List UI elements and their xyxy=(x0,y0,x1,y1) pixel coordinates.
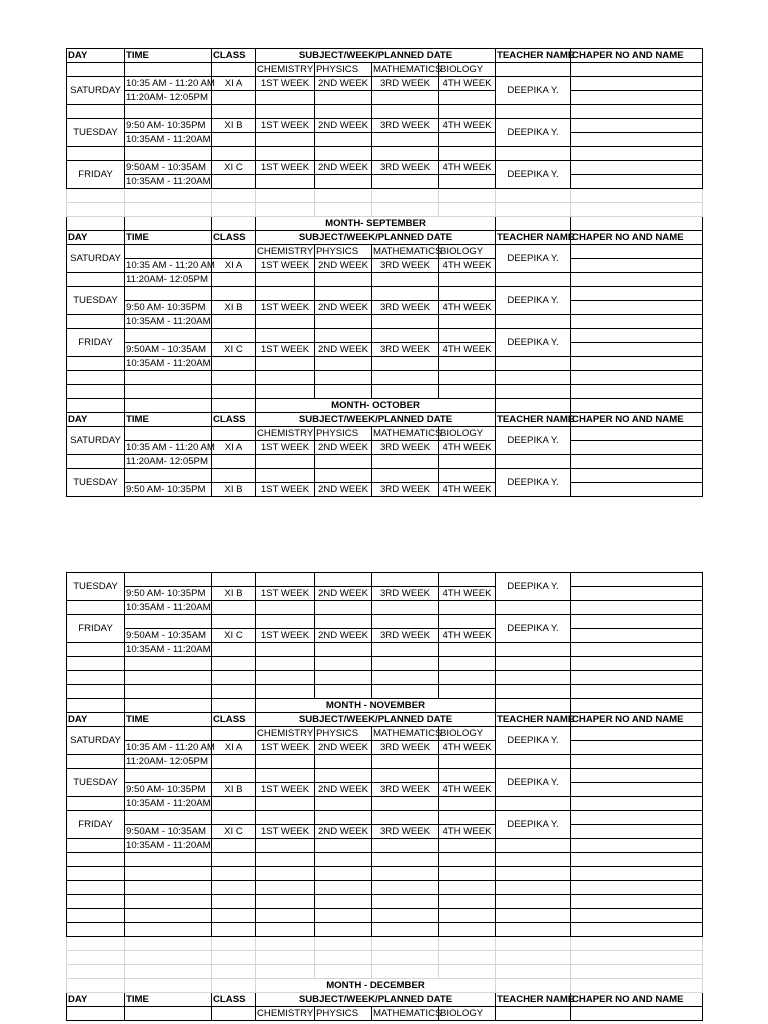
time-cell: 10:35AM - 11:20AM xyxy=(126,175,211,187)
chapter-header: CHAPER NO AND NAME xyxy=(571,49,703,63)
table-row xyxy=(67,441,703,455)
subject-physics: PHYSICS xyxy=(315,427,372,441)
week-cell: 3RD WEEK xyxy=(372,441,439,455)
time-cell: 9:50 AM- 10:35PM xyxy=(125,301,212,315)
time-cell: 10:35 AM - 11:20 AM xyxy=(126,259,215,271)
week-cell: 4TH WEEK xyxy=(439,483,496,497)
teacher-cell: DEEPIKA Y. xyxy=(496,573,571,601)
class-cell: XI A xyxy=(212,741,256,755)
week-cell: 1ST WEEK xyxy=(256,741,315,755)
class-cell: XI A xyxy=(212,77,256,91)
subject-week-header: SUBJECT/WEEK/PLANNED DATE xyxy=(256,413,496,427)
time-cell: 9:50AM - 10:35AM xyxy=(125,343,212,357)
subject-week-header: SUBJECT/WEEK/PLANNED DATE xyxy=(256,713,496,727)
week-cell: 2ND WEEK xyxy=(315,741,372,755)
class-cell: XI A xyxy=(212,259,256,273)
table-row xyxy=(67,825,703,839)
time-cell: 10:35AM - 11:20AM xyxy=(126,797,211,809)
week-cell: 2ND WEEK xyxy=(315,119,372,133)
header-row xyxy=(67,231,703,245)
month-title-october: MONTH- OCTOBER xyxy=(256,399,496,413)
class-header: CLASS xyxy=(212,713,256,727)
week-cell: 4TH WEEK xyxy=(439,441,496,455)
table-row xyxy=(67,357,703,371)
class-cell: XI C xyxy=(212,343,256,357)
teacher-cell: DEEPIKA Y. xyxy=(496,161,571,189)
table-row xyxy=(67,245,703,259)
week-cell: 1ST WEEK xyxy=(256,119,315,133)
subject-physics: PHYSICS xyxy=(315,1007,372,1021)
week-cell: 2ND WEEK xyxy=(315,259,372,273)
day-header: DAY xyxy=(67,49,125,63)
month-row xyxy=(67,217,703,231)
table-row xyxy=(67,315,703,329)
subject-chemistry: CHEMISTRY xyxy=(257,727,314,739)
week-cell: 3RD WEEK xyxy=(372,783,439,797)
week-cell: 1ST WEEK xyxy=(256,441,315,455)
week-cell: 4TH WEEK xyxy=(439,741,496,755)
week-cell: 1ST WEEK xyxy=(256,259,315,273)
teacher-cell: DEEPIKA Y. xyxy=(496,119,571,147)
table-row xyxy=(67,119,703,133)
week-cell: 1ST WEEK xyxy=(256,77,315,91)
week-cell: 4TH WEEK xyxy=(439,783,496,797)
week-cell: 3RD WEEK xyxy=(372,343,439,357)
teacher-header: TEACHER NAME xyxy=(497,713,575,725)
header-row xyxy=(67,49,703,63)
table-row xyxy=(67,259,703,273)
week-cell: 3RD WEEK xyxy=(372,259,439,273)
table-row xyxy=(67,769,703,783)
day-saturday: SATURDAY xyxy=(67,245,125,273)
time-cell: 9:50AM - 10:35AM xyxy=(125,629,212,643)
table-row xyxy=(67,755,703,769)
week-cell: 1ST WEEK xyxy=(256,783,315,797)
table-row xyxy=(67,91,703,105)
week-cell: 4TH WEEK xyxy=(439,77,496,91)
week-cell: 2ND WEEK xyxy=(315,77,372,91)
week-cell: 1ST WEEK xyxy=(256,587,315,601)
subject-chemistry: CHEMISTRY xyxy=(257,1007,314,1019)
subject-mathematics: MATHEMATICS xyxy=(373,63,442,75)
month-title-december: MONTH - DECEMBER xyxy=(256,979,496,993)
time-cell: 11:20AM- 12:05PM xyxy=(125,455,212,469)
day-header: DAY xyxy=(67,993,125,1007)
teacher-cell: DEEPIKA Y. xyxy=(496,469,571,497)
time-cell: 11:20AM- 12:05PM xyxy=(125,91,212,105)
week-cell: 3RD WEEK xyxy=(372,301,439,315)
table-row xyxy=(67,483,703,497)
subject-mathematics: MATHEMATICS xyxy=(373,1007,442,1019)
time-cell: 10:35AM - 11:20AM xyxy=(126,601,211,613)
day-header: DAY xyxy=(67,413,125,427)
day-saturday: SATURDAY xyxy=(67,77,125,105)
timetable-grid-1 xyxy=(66,48,703,497)
table-row xyxy=(67,273,703,287)
subject-chemistry: CHEMISTRY xyxy=(257,427,314,439)
week-cell: 4TH WEEK xyxy=(439,259,496,273)
class-cell: XI B xyxy=(212,587,256,601)
subject-biology: BIOLOGY xyxy=(439,63,496,77)
week-cell: 2ND WEEK xyxy=(315,825,372,839)
month-row xyxy=(67,399,703,413)
header-row xyxy=(67,713,703,727)
class-header: CLASS xyxy=(212,49,256,63)
week-cell: 1ST WEEK xyxy=(256,301,315,315)
table-row xyxy=(67,329,703,343)
teacher-cell: DEEPIKA Y. xyxy=(496,427,571,455)
time-header: TIME xyxy=(125,231,212,245)
table-row xyxy=(67,741,703,755)
time-cell: 9:50AM - 10:35AM xyxy=(125,161,212,175)
month-row xyxy=(67,979,703,993)
subject-chemistry: CHEMISTRY xyxy=(257,63,314,75)
sheet-page-1 xyxy=(0,0,768,495)
time-cell: 9:50 AM- 10:35PM xyxy=(125,587,212,601)
time-header: TIME xyxy=(125,49,212,63)
day-friday: FRIDAY xyxy=(67,161,125,189)
time-cell: 9:50 AM- 10:35PM xyxy=(125,483,212,497)
table-row xyxy=(67,797,703,811)
day-tuesday: TUESDAY xyxy=(67,287,125,315)
teacher-header: TEACHER NAME xyxy=(497,413,575,425)
subject-week-header: SUBJECT/WEEK/PLANNED DATE xyxy=(256,49,496,63)
time-cell: 10:35AM - 11:20AM xyxy=(126,839,211,851)
class-cell: XI C xyxy=(212,161,256,175)
table-row xyxy=(67,727,703,741)
class-cell: XI B xyxy=(212,483,256,497)
week-cell: 3RD WEEK xyxy=(372,483,439,497)
time-cell: 10:35AM - 11:20AM xyxy=(126,133,211,145)
subject-biology: BIOLOGY xyxy=(439,245,496,259)
week-cell: 4TH WEEK xyxy=(439,119,496,133)
day-friday: FRIDAY xyxy=(67,811,125,839)
week-cell: 1ST WEEK xyxy=(256,343,315,357)
teacher-header: TEACHER NAME xyxy=(497,231,575,243)
week-cell: 4TH WEEK xyxy=(439,161,496,175)
subject-mathematics: MATHEMATICS xyxy=(373,245,442,257)
time-cell: 10:35AM - 11:20AM xyxy=(126,643,211,655)
subject-mathematics: MATHEMATICS xyxy=(373,727,442,739)
time-cell: 11:20AM- 12:05PM xyxy=(125,273,212,287)
day-friday: FRIDAY xyxy=(67,329,125,357)
subject-mathematics: MATHEMATICS xyxy=(373,427,442,439)
week-cell: 4TH WEEK xyxy=(439,629,496,643)
week-cell: 4TH WEEK xyxy=(439,301,496,315)
table-row xyxy=(67,301,703,315)
subject-chemistry: CHEMISTRY xyxy=(257,245,314,257)
teacher-cell: DEEPIKA Y. xyxy=(496,245,571,273)
week-cell: 2ND WEEK xyxy=(315,629,372,643)
week-cell: 2ND WEEK xyxy=(315,343,372,357)
table-row xyxy=(67,287,703,301)
class-cell: XI C xyxy=(212,629,256,643)
week-cell: 3RD WEEK xyxy=(372,119,439,133)
table-row xyxy=(67,573,703,587)
day-header: DAY xyxy=(67,713,125,727)
class-cell: XI B xyxy=(212,301,256,315)
week-cell: 3RD WEEK xyxy=(372,629,439,643)
week-cell: 1ST WEEK xyxy=(256,629,315,643)
week-cell: 2ND WEEK xyxy=(315,587,372,601)
subject-biology: BIOLOGY xyxy=(439,727,496,741)
subject-physics: PHYSICS xyxy=(315,245,372,259)
subject-biology: BIOLOGY xyxy=(439,427,496,441)
subject-week-header: SUBJECT/WEEK/PLANNED DATE xyxy=(256,993,496,1007)
subject-physics: PHYSICS xyxy=(315,63,372,77)
time-cell: 11:20AM- 12:05PM xyxy=(125,755,212,769)
table-row xyxy=(67,811,703,825)
timetable-sheet-1 xyxy=(66,48,703,497)
day-saturday: SATURDAY xyxy=(67,727,125,755)
time-cell: 9:50 AM- 10:35PM xyxy=(125,783,212,797)
week-cell: 3RD WEEK xyxy=(372,825,439,839)
time-header: TIME xyxy=(125,713,212,727)
week-cell: 2ND WEEK xyxy=(315,161,372,175)
subject-week-header: SUBJECT/WEEK/PLANNED DATE xyxy=(256,231,496,245)
chapter-header: CHAPER NO AND NAME xyxy=(571,993,703,1007)
table-row xyxy=(67,161,703,175)
header-row xyxy=(67,993,703,1007)
day-header: DAY xyxy=(67,231,125,245)
day-tuesday: TUESDAY xyxy=(67,119,125,147)
subjects-row xyxy=(67,1007,703,1021)
class-header: CLASS xyxy=(212,413,256,427)
timetable-grid-2 xyxy=(66,572,703,1021)
teacher-cell: DEEPIKA Y. xyxy=(496,329,571,357)
week-cell: 3RD WEEK xyxy=(372,77,439,91)
subject-biology: BIOLOGY xyxy=(439,1007,496,1021)
week-cell: 2ND WEEK xyxy=(315,483,372,497)
subject-physics: PHYSICS xyxy=(315,727,372,741)
table-row xyxy=(67,839,703,853)
table-row xyxy=(67,455,703,469)
class-cell: XI B xyxy=(212,119,256,133)
teacher-cell: DEEPIKA Y. xyxy=(496,769,571,797)
time-cell: 9:50AM - 10:35AM xyxy=(125,825,212,839)
week-cell: 1ST WEEK xyxy=(256,825,315,839)
class-cell: XI C xyxy=(212,825,256,839)
teacher-cell: DEEPIKA Y. xyxy=(496,811,571,839)
time-header: TIME xyxy=(125,993,212,1007)
time-cell: 10:35AM - 11:20AM xyxy=(126,357,211,369)
table-row xyxy=(67,643,703,657)
day-friday: FRIDAY xyxy=(67,615,125,643)
day-saturday: SATURDAY xyxy=(67,427,125,455)
teacher-cell: DEEPIKA Y. xyxy=(496,615,571,643)
week-cell: 1ST WEEK xyxy=(256,161,315,175)
time-cell: 10:35 AM - 11:20 AM xyxy=(126,441,215,453)
day-tuesday: TUESDAY xyxy=(67,573,125,601)
header-row xyxy=(67,413,703,427)
teacher-header: TEACHER NAME xyxy=(497,993,575,1005)
sheet-page-2 xyxy=(0,580,768,1024)
timetable-sheet-2 xyxy=(66,572,703,1021)
week-cell: 4TH WEEK xyxy=(439,825,496,839)
day-tuesday: TUESDAY xyxy=(67,769,125,797)
week-cell: 3RD WEEK xyxy=(372,741,439,755)
teacher-cell: DEEPIKA Y. xyxy=(496,727,571,755)
class-cell: XI A xyxy=(212,441,256,455)
month-row xyxy=(67,699,703,713)
table-row xyxy=(67,587,703,601)
table-row xyxy=(67,601,703,615)
table-row xyxy=(67,469,703,483)
day-tuesday: TUESDAY xyxy=(67,469,125,497)
class-cell: XI B xyxy=(212,783,256,797)
week-cell: 3RD WEEK xyxy=(372,161,439,175)
month-title-september: MONTH- SEPTEMBER xyxy=(256,217,496,231)
teacher-cell: DEEPIKA Y. xyxy=(496,77,571,105)
table-row xyxy=(67,175,703,189)
month-title-november: MONTH - NOVEMBER xyxy=(256,699,496,713)
time-cell: 10:35 AM - 11:20 AM xyxy=(126,741,215,753)
week-cell: 2ND WEEK xyxy=(315,783,372,797)
class-header: CLASS xyxy=(212,993,256,1007)
week-cell: 1ST WEEK xyxy=(256,483,315,497)
subjects-row xyxy=(67,63,703,77)
table-row xyxy=(67,427,703,441)
week-cell: 3RD WEEK xyxy=(372,587,439,601)
week-cell: 4TH WEEK xyxy=(439,587,496,601)
table-row xyxy=(67,77,703,91)
table-row xyxy=(67,343,703,357)
table-row xyxy=(67,615,703,629)
chapter-header: CHAPER NO AND NAME xyxy=(571,231,703,245)
time-cell: 10:35 AM - 11:20 AM xyxy=(126,77,215,89)
week-cell: 4TH WEEK xyxy=(439,343,496,357)
time-header: TIME xyxy=(125,413,212,427)
chapter-header: CHAPER NO AND NAME xyxy=(571,413,703,427)
teacher-cell: DEEPIKA Y. xyxy=(496,287,571,315)
table-row xyxy=(67,783,703,797)
table-row xyxy=(67,629,703,643)
week-cell: 2ND WEEK xyxy=(315,441,372,455)
teacher-header: TEACHER NAME xyxy=(497,49,575,61)
chapter-header: CHAPER NO AND NAME xyxy=(571,713,703,727)
week-cell: 2ND WEEK xyxy=(315,301,372,315)
class-header: CLASS xyxy=(212,231,256,245)
time-cell: 9:50 AM- 10:35PM xyxy=(125,119,212,133)
table-row xyxy=(67,133,703,147)
time-cell: 10:35AM - 11:20AM xyxy=(126,315,211,327)
